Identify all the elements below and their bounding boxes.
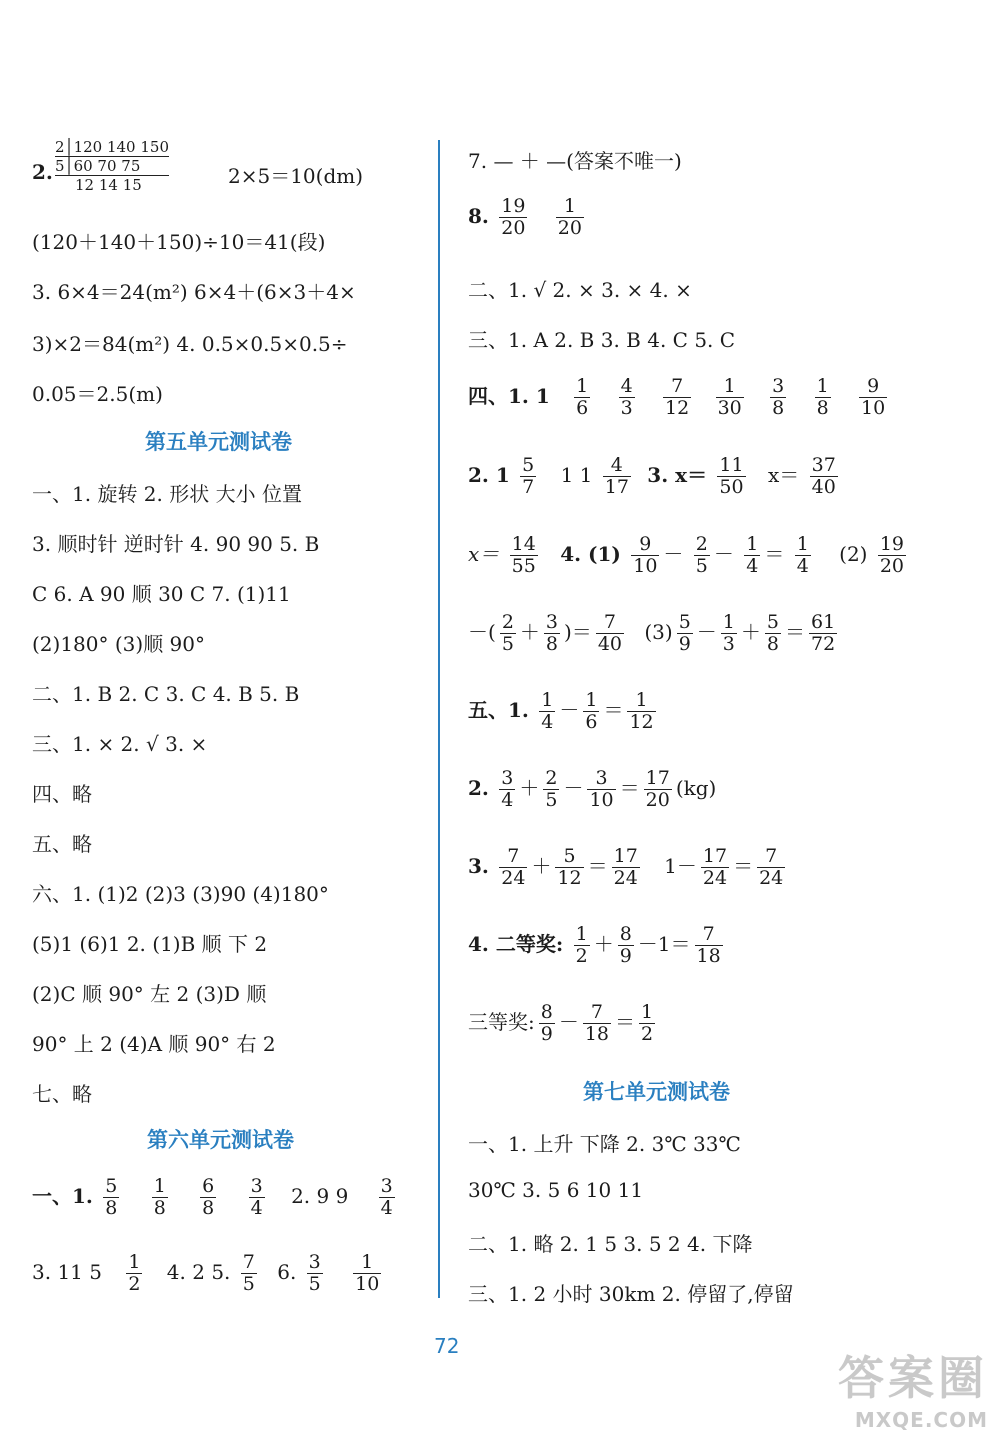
fraction: $\frac{7}{18}$ (696, 923, 721, 967)
fraction: $\frac{3}{5}$ (308, 1251, 321, 1295)
fraction: $\frac{7}{24}$ (501, 845, 526, 889)
u5-line: 七、略 (32, 1082, 92, 1106)
fraction: $\frac{1}{30}$ (717, 375, 742, 419)
unit7-title: 第七单元测试卷 (583, 1080, 730, 1104)
fraction: $\frac{8}{9}$ (540, 1001, 553, 1045)
u7-line: 三、1. 2 小时 30km 2. 停留了,停留 (468, 1282, 794, 1306)
fraction: $\frac{1}{6}$ (576, 375, 589, 419)
r-w4: 4. 二等奖: $\frac{1}{2}$ ＋ $\frac{8}{9}$ －1＝ $\frac{7}{18}$ (468, 923, 721, 967)
u7-line: 30℃ 3. 5 6 10 11 (468, 1178, 644, 1202)
fraction: $\frac{3}{4}$ (250, 1175, 263, 1219)
u5-line: 四、略 (32, 782, 92, 806)
ladder-row-1: 2│120 140 150 (55, 138, 170, 156)
watermark-logo: 答案圈 MXQE.COM (838, 1351, 988, 1432)
fraction: $\frac{7}{18}$ (584, 1001, 610, 1045)
r-x2: －( $\frac{2}{5}$ ＋ $\frac{3}{8}$ )＝ $\frac{7}{40}$ (3) $\frac{5}{9}$ － $\frac{1}{3}$ ＋ $\frac{5}{8}$ ＝ $\frac{61}{72}$ (468, 611, 836, 655)
fraction: $\frac{1}{8}$ (153, 1175, 166, 1219)
u5-line: (5)1 (6)1 2. (1)B 顺 下 2 (32, 932, 268, 956)
ladder-row-2: 5│60 70 75 (55, 157, 169, 176)
q3-line-3: 0.05＝2.5(m) (32, 382, 163, 406)
r-san: 三、1. A 2. B 3. B 4. C 5. C (468, 328, 736, 352)
r-x: x＝ $\frac{14}{55}$ 4. (1) $\frac{9}{10}$ － $\frac{2}{5}$ － $\frac{1}{4}$ ＝ $\frac{1}{4}$ (2) $\frac{19}{20}$ (468, 533, 905, 577)
fraction: $\frac{1}{2}$ (575, 923, 588, 967)
u5-line: 三、1. × 2. √ 3. × (32, 732, 208, 756)
r8: 8. $\frac{19}{20}$ $\frac{1}{20}$ (468, 195, 582, 239)
u5-line: (2)C 顺 90° 左 2 (3)D 顺 (32, 982, 267, 1006)
fraction: $\frac{2}{5}$ (545, 767, 558, 811)
fraction: $\frac{9}{10}$ (633, 533, 658, 577)
r-2: 2. 1 $\frac{5}{7}$ 1 1 $\frac{4}{17}$ 3. x＝ $\frac{11}{50}$ x＝ $\frac{37}{40}$ (468, 454, 836, 498)
fraction: $\frac{7}{5}$ (242, 1251, 255, 1295)
u5-line: 90° 上 2 (4)A 顺 90° 右 2 (32, 1032, 276, 1056)
u5-line: 六、1. (1)2 (2)3 (3)90 (4)180° (32, 882, 329, 906)
fraction: $\frac{3}{8}$ (545, 611, 558, 655)
q2-answer-2: (120＋140＋150)÷10＝41(段) (32, 230, 326, 254)
u5-line: 一、1. 旋转 2. 形状 大小 位置 (32, 482, 302, 506)
fraction: $\frac{2}{5}$ (501, 611, 514, 655)
u5-line: 五、略 (32, 832, 92, 856)
fraction: $\frac{1}{2}$ (128, 1251, 141, 1295)
fraction: $\frac{5}{8}$ (766, 611, 779, 655)
fraction: $\frac{5}{7}$ (522, 454, 535, 498)
fraction: $\frac{7}{40}$ (597, 611, 622, 655)
u5-line: C 6. A 90 顺 30 C 7. (1)11 (32, 582, 291, 606)
fraction: $\frac{1}{10}$ (355, 1251, 380, 1295)
ladder-row-3: 12 14 15 (75, 176, 142, 194)
u6-line-1: 一、1. $\frac{5}{8}$ $\frac{1}{8}$ $\frac{6}{8}$ $\frac{3}{4}$ 2. 9 9 $\frac{3}{4}$ (32, 1175, 393, 1219)
r-w3: 3. $\frac{7}{24}$ ＋ $\frac{5}{12}$ ＝ $\frac{17}{24}$ 1－ $\frac{17}{24}$ ＝ $\frac{7}{24}$ (468, 845, 784, 889)
r-w2: 2. $\frac{3}{4}$ ＋ $\frac{2}{5}$ － $\frac{3}{10}$ ＝ $\frac{17}{20}$ (kg) (468, 767, 717, 811)
u5-line: 二、1. B 2. C 3. C 4. B 5. B (32, 682, 300, 706)
r-w5: 三等奖: $\frac{8}{9}$ － $\frac{7}{18}$ ＝ $\frac{1}{2}$ (468, 1001, 654, 1045)
fraction: $\frac{19}{20}$ (879, 533, 905, 577)
fraction: $\frac{5}{9}$ (678, 611, 691, 655)
r-si: 四、1. 1 $\frac{1}{6}$ $\frac{4}{3}$ $\frac{7}{12}$ $\frac{1}{30}$ $\frac{3}{8}$ $\frac{1}{8}$ $\frac{9}{10}$ (468, 375, 886, 419)
fraction: $\frac{37}{40}$ (811, 454, 836, 498)
fraction: $\frac{3}{4}$ (501, 767, 514, 811)
fraction: $\frac{1}{4}$ (541, 689, 554, 733)
fraction: $\frac{7}{24}$ (759, 845, 784, 889)
fraction: $\frac{7}{12}$ (665, 375, 690, 419)
fraction: $\frac{1}{20}$ (557, 195, 582, 239)
column-divider (438, 140, 440, 1298)
u7-line: 二、1. 略 2. 1 5 3. 5 2 4. 下降 (468, 1232, 753, 1256)
fraction: $\frac{17}{24}$ (702, 845, 728, 889)
fraction: $\frac{5}{8}$ (105, 1175, 118, 1219)
u6-line-2: 3. 11 5 $\frac{1}{2}$ 4. 2 5. $\frac{7}{5}$ 6. $\frac{3}{5}$ $\frac{1}{10}$ (32, 1251, 380, 1295)
fraction: $\frac{2}{5}$ (695, 533, 708, 577)
r7: 7. — ＋ —(答案不唯一) (468, 149, 682, 173)
fraction: $\frac{1}{2}$ (641, 1001, 654, 1045)
fraction: $\frac{5}{12}$ (557, 845, 582, 889)
q2-number: 2. (32, 160, 53, 184)
fraction: $\frac{6}{8}$ (202, 1175, 215, 1219)
fraction: $\frac{1}{3}$ (722, 611, 735, 655)
fraction: $\frac{17}{24}$ (613, 845, 638, 889)
fraction: $\frac{1}{4}$ (746, 533, 759, 577)
r-er: 二、1. √ 2. × 3. × 4. × (468, 278, 692, 302)
fraction: $\frac{3}{8}$ (772, 375, 785, 419)
fraction: $\frac{9}{10}$ (861, 375, 886, 419)
q3-line-2: 3)×2＝84(m²) 4. 0.5×0.5×0.5÷ (32, 332, 348, 356)
unit6-title: 第六单元测试卷 (147, 1128, 294, 1152)
fraction: $\frac{4}{17}$ (604, 454, 629, 498)
unit5-title: 第五单元测试卷 (145, 430, 292, 454)
fraction: $\frac{1}{12}$ (629, 689, 654, 733)
fraction: $\frac{11}{50}$ (719, 454, 744, 498)
fraction: $\frac{1}{6}$ (585, 689, 598, 733)
fraction: $\frac{4}{3}$ (620, 375, 633, 419)
fraction: $\frac{61}{72}$ (810, 611, 836, 655)
fraction: $\frac{1}{8}$ (816, 375, 829, 419)
u5-line: (2)180° (3)顺 90° (32, 632, 205, 656)
r-wu: 五、1. $\frac{1}{4}$ － $\frac{1}{6}$ ＝ $\frac{1}{12}$ (468, 689, 654, 733)
fraction: $\frac{17}{20}$ (645, 767, 670, 811)
fraction: $\frac{1}{4}$ (796, 533, 809, 577)
fraction: $\frac{3}{10}$ (589, 767, 614, 811)
q2-answer: 2×5＝10(dm) (228, 164, 364, 188)
page-number: 72 (434, 1334, 460, 1358)
fraction: $\frac{8}{9}$ (619, 923, 632, 967)
q3-line-1: 3. 6×4＝24(m²) 6×4＋(6×3＋4× (32, 280, 356, 304)
u7-line: 一、1. 上升 下降 2. 3℃ 33℃ (468, 1132, 741, 1156)
u5-line: 3. 顺时针 逆时针 4. 90 90 5. B (32, 532, 320, 556)
division-ladder (55, 138, 169, 194)
fraction: $\frac{19}{20}$ (501, 195, 526, 239)
fraction: $\frac{3}{4}$ (380, 1175, 393, 1219)
fraction: $\frac{14}{55}$ (511, 533, 536, 577)
